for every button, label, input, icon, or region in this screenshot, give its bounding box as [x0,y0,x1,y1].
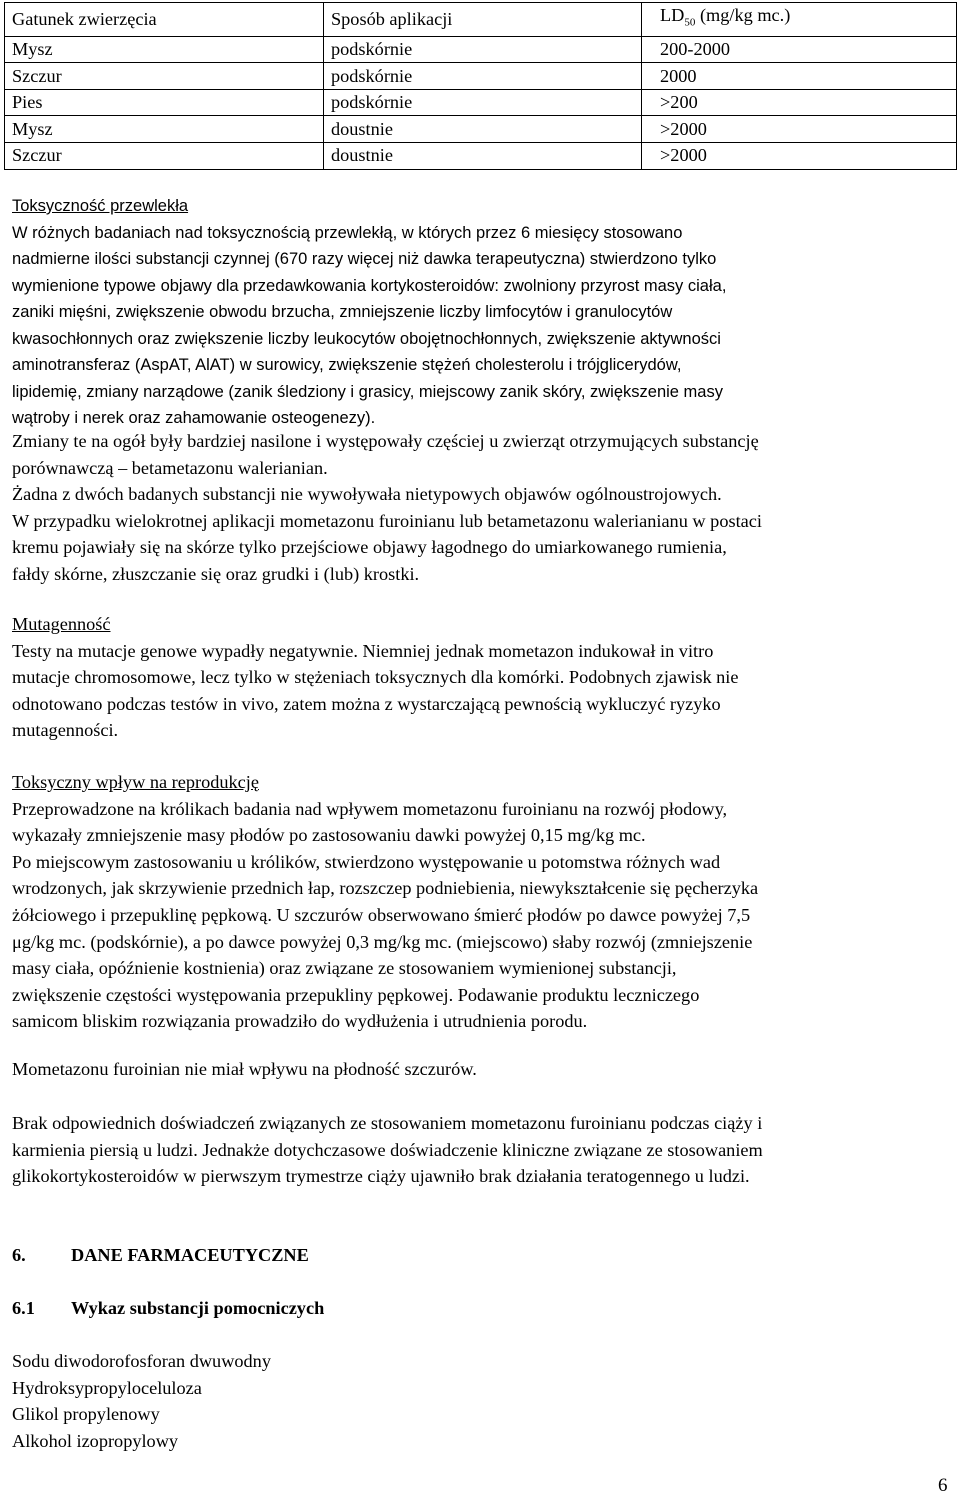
ld-suffix: (mg/kg mc.) [695,5,791,25]
table-row [5,116,957,143]
chronic-line: zaniki mięśni, zwiększenie obwodu brzucha, zmniejszenie liczby limfocytów i granulocytów [12,303,673,321]
table-row [5,89,957,116]
cell-value: >200 [642,89,957,116]
chronic-line: wątroby i nerek oraz zahamowanie osteogenezy). [12,409,376,427]
list-item: Alkohol izopropylowy [12,1430,179,1451]
chronic-line: kwasochłonnych oraz zwiększenie liczby leukocytów obojętnochłonnych, zwiększenie aktywności [12,329,721,348]
reproduction-p2-line: masy ciała, opóźnienie kostnienia) oraz związane ze stosowaniem wymienionej substancji, [12,958,677,979]
cell-value: 2000 [642,63,957,90]
section-6-heading [12,1242,309,1269]
cell-species: Szczur [5,63,324,90]
reproduction-p2-line: samicom bliskim rozwiązania prowadziło do wydłużenia i utrudnienia porodu. [12,1011,588,1032]
cell-route: doustnie [324,116,642,143]
mutagenicity-line: mutagenności. [12,720,119,741]
table-row [5,63,957,90]
cell-route: podskórnie [324,89,642,116]
reproduction-title: Toksyczny wpływ na reprodukcję [12,772,259,792]
chronic-line: nadmierne ilości substancji czynnej (670 razy więcej niż dawka terapeutyczna) stwierdzono tylko [12,250,717,268]
section-6-number: 6. [12,1245,26,1265]
chronic-p2-line: Zmiany te na ogół były bardziej nasilone i występowały częściej u zwierząt otrzymujących substancję [12,431,759,451]
chronic-line: wymienione typowe objawy dla przedawkowania kortykosteroidów: zwolniony przyrost masy ciała, [12,276,727,295]
mutagenicity-line: mutacje chromosomowe, lecz tylko w stężeniach toksycznych dla komórki. Podobnych zjawisk nie [12,667,739,688]
table-row [5,143,957,170]
chronic-p2-line: porównawczą – betametazonu walerianian. [12,457,328,478]
ld-subscript: 50 [684,16,696,29]
cell-route: podskórnie [324,63,642,90]
cell-value: >2000 [642,116,957,143]
table-header-row [5,3,957,37]
reproduction-p2-line: wrodzonych, jak skrzywienie przednich łap, rozszczep podniebienia, niewykształcenie się pęcherzyka [12,878,759,899]
list-item: Sodu diwodorofosforan dwuwodny [12,1351,271,1371]
header-species: Gatunek zwierzęcia [5,3,324,37]
chronic-p4-line: fałdy skórne, złuszczanie się oraz grudki i (lub) krostki. [12,563,420,584]
mutagenicity-title: Mutagenność [12,614,111,634]
chronic-line: lipidemię, zmiany narządowe (zanik śledziony i grasicy, miejscowy zanik skóry, zwiększenie masy [12,382,723,401]
list-item: Glikol propylenowy [12,1404,160,1425]
reproduction-p1-line: wykazały zmniejszenie masy płodów po zastosowaniu dawki powyżej 0,15 mg/kg mc. [12,825,646,846]
section-6-1-number: 6.1 [12,1298,35,1318]
header-ld50 [642,3,957,37]
chronic-line: W różnych badaniach nad toksycznością przewlekłą, w których przez 6 miesięcy stosowano [12,223,683,242]
pregnancy-paragraph [12,1110,952,1190]
mutagenicity-section [12,611,952,744]
cell-route: doustnie [324,143,642,170]
reproduction-p2-line: Po miejscowym zastosowaniu u królików, stwierdzono występowanie u potomstwa różnych wad [12,851,721,872]
pregnancy-line: Brak odpowiednich doświadczeń związanych ze stosowaniem mometazonu furoinianu podczas ciąży i [12,1113,763,1133]
reproduction-p2-line: zwiększenie częstości występowania przepukliny pępkowej. Podawanie produktu leczniczego [12,984,700,1005]
excipients-list [12,1348,952,1454]
fertility-paragraph [12,1056,952,1083]
cell-value: 200-2000 [642,36,957,63]
reproduction-section [12,769,952,1035]
pregnancy-line: karmienia piersią u ludzi. Jednakże dotychczasowe doświadczenie kliniczne związane ze stosowaniem [12,1139,763,1160]
fertility-text: Mometazonu furoinian nie miał wpływu na płodność szczurów. [12,1059,477,1079]
ld50-table [4,2,957,170]
table-row [5,36,957,63]
reproduction-p2-line: μg/kg mc. (podskórnie), a po dawce powyżej 0,3 mg/kg mc. (miejscowo) słaby rozwój (zmniejszenie [12,931,753,952]
chronic-p3: Żadna z dwóch badanych substancji nie wywoływała nietypowych objawów ogólnoustrojowych. [12,484,722,505]
chronic-line: aminotransferaz (AspAT, AlAT) w surowicy, zwiększenie stężeń cholesterolu i trójglicerydów, [12,356,682,374]
mutagenicity-line: odnotowano podczas testów in vivo, zatem można z wystarczającą pewnością wykluczyć ryzyko [12,693,721,714]
list-item: Hydroksypropyloceluloza [12,1377,202,1398]
cell-species: Mysz [5,36,324,63]
chronic-title: Toksyczność przewlekła [12,197,189,215]
ld-prefix: LD [660,5,685,25]
section-6-title: DANE FARMACEUTYCZNE [71,1245,309,1265]
cell-route: podskórnie [324,36,642,63]
chronic-p4-line: kremu pojawiały się na skórze tylko przejściowe objawy łagodnego do umiarkowanego rumienia, [12,537,727,558]
mutagenicity-line: Testy na mutacje genowe wypadły negatywnie. Niemniej jednak mometazon indukował in vitro [12,640,714,661]
cell-species: Szczur [5,143,324,170]
chronic-paragraphs [12,428,952,588]
reproduction-p1-line: Przeprowadzone na królikach badania nad wpływem mometazonu furoinianu na rozwój płodowy, [12,798,728,819]
cell-species: Pies [5,89,324,116]
reproduction-p2-line: żółciowego i przepuklinę pępkową. U szczurów obserwowano śmierć płodów po dawce powyżej 7,5 [12,904,751,925]
header-route: Sposób aplikacji [324,3,642,37]
chronic-p4-line: W przypadku wielokrotnej aplikacji mometazonu furoinianu lub betametazonu walerianianu w postaci [12,510,762,531]
cell-species: Mysz [5,116,324,143]
section-6-1-title: Wykaz substancji pomocniczych [71,1298,325,1318]
cell-value: >2000 [642,143,957,170]
page-number: 6 [938,1475,948,1496]
pregnancy-line: glikokortykosteroidów w pierwszym trymestrze ciąży ujawniło brak działania teratogennego u ludzi. [12,1166,750,1187]
section-6-1-heading [12,1295,324,1322]
chronic-toxicity-section [12,193,952,432]
